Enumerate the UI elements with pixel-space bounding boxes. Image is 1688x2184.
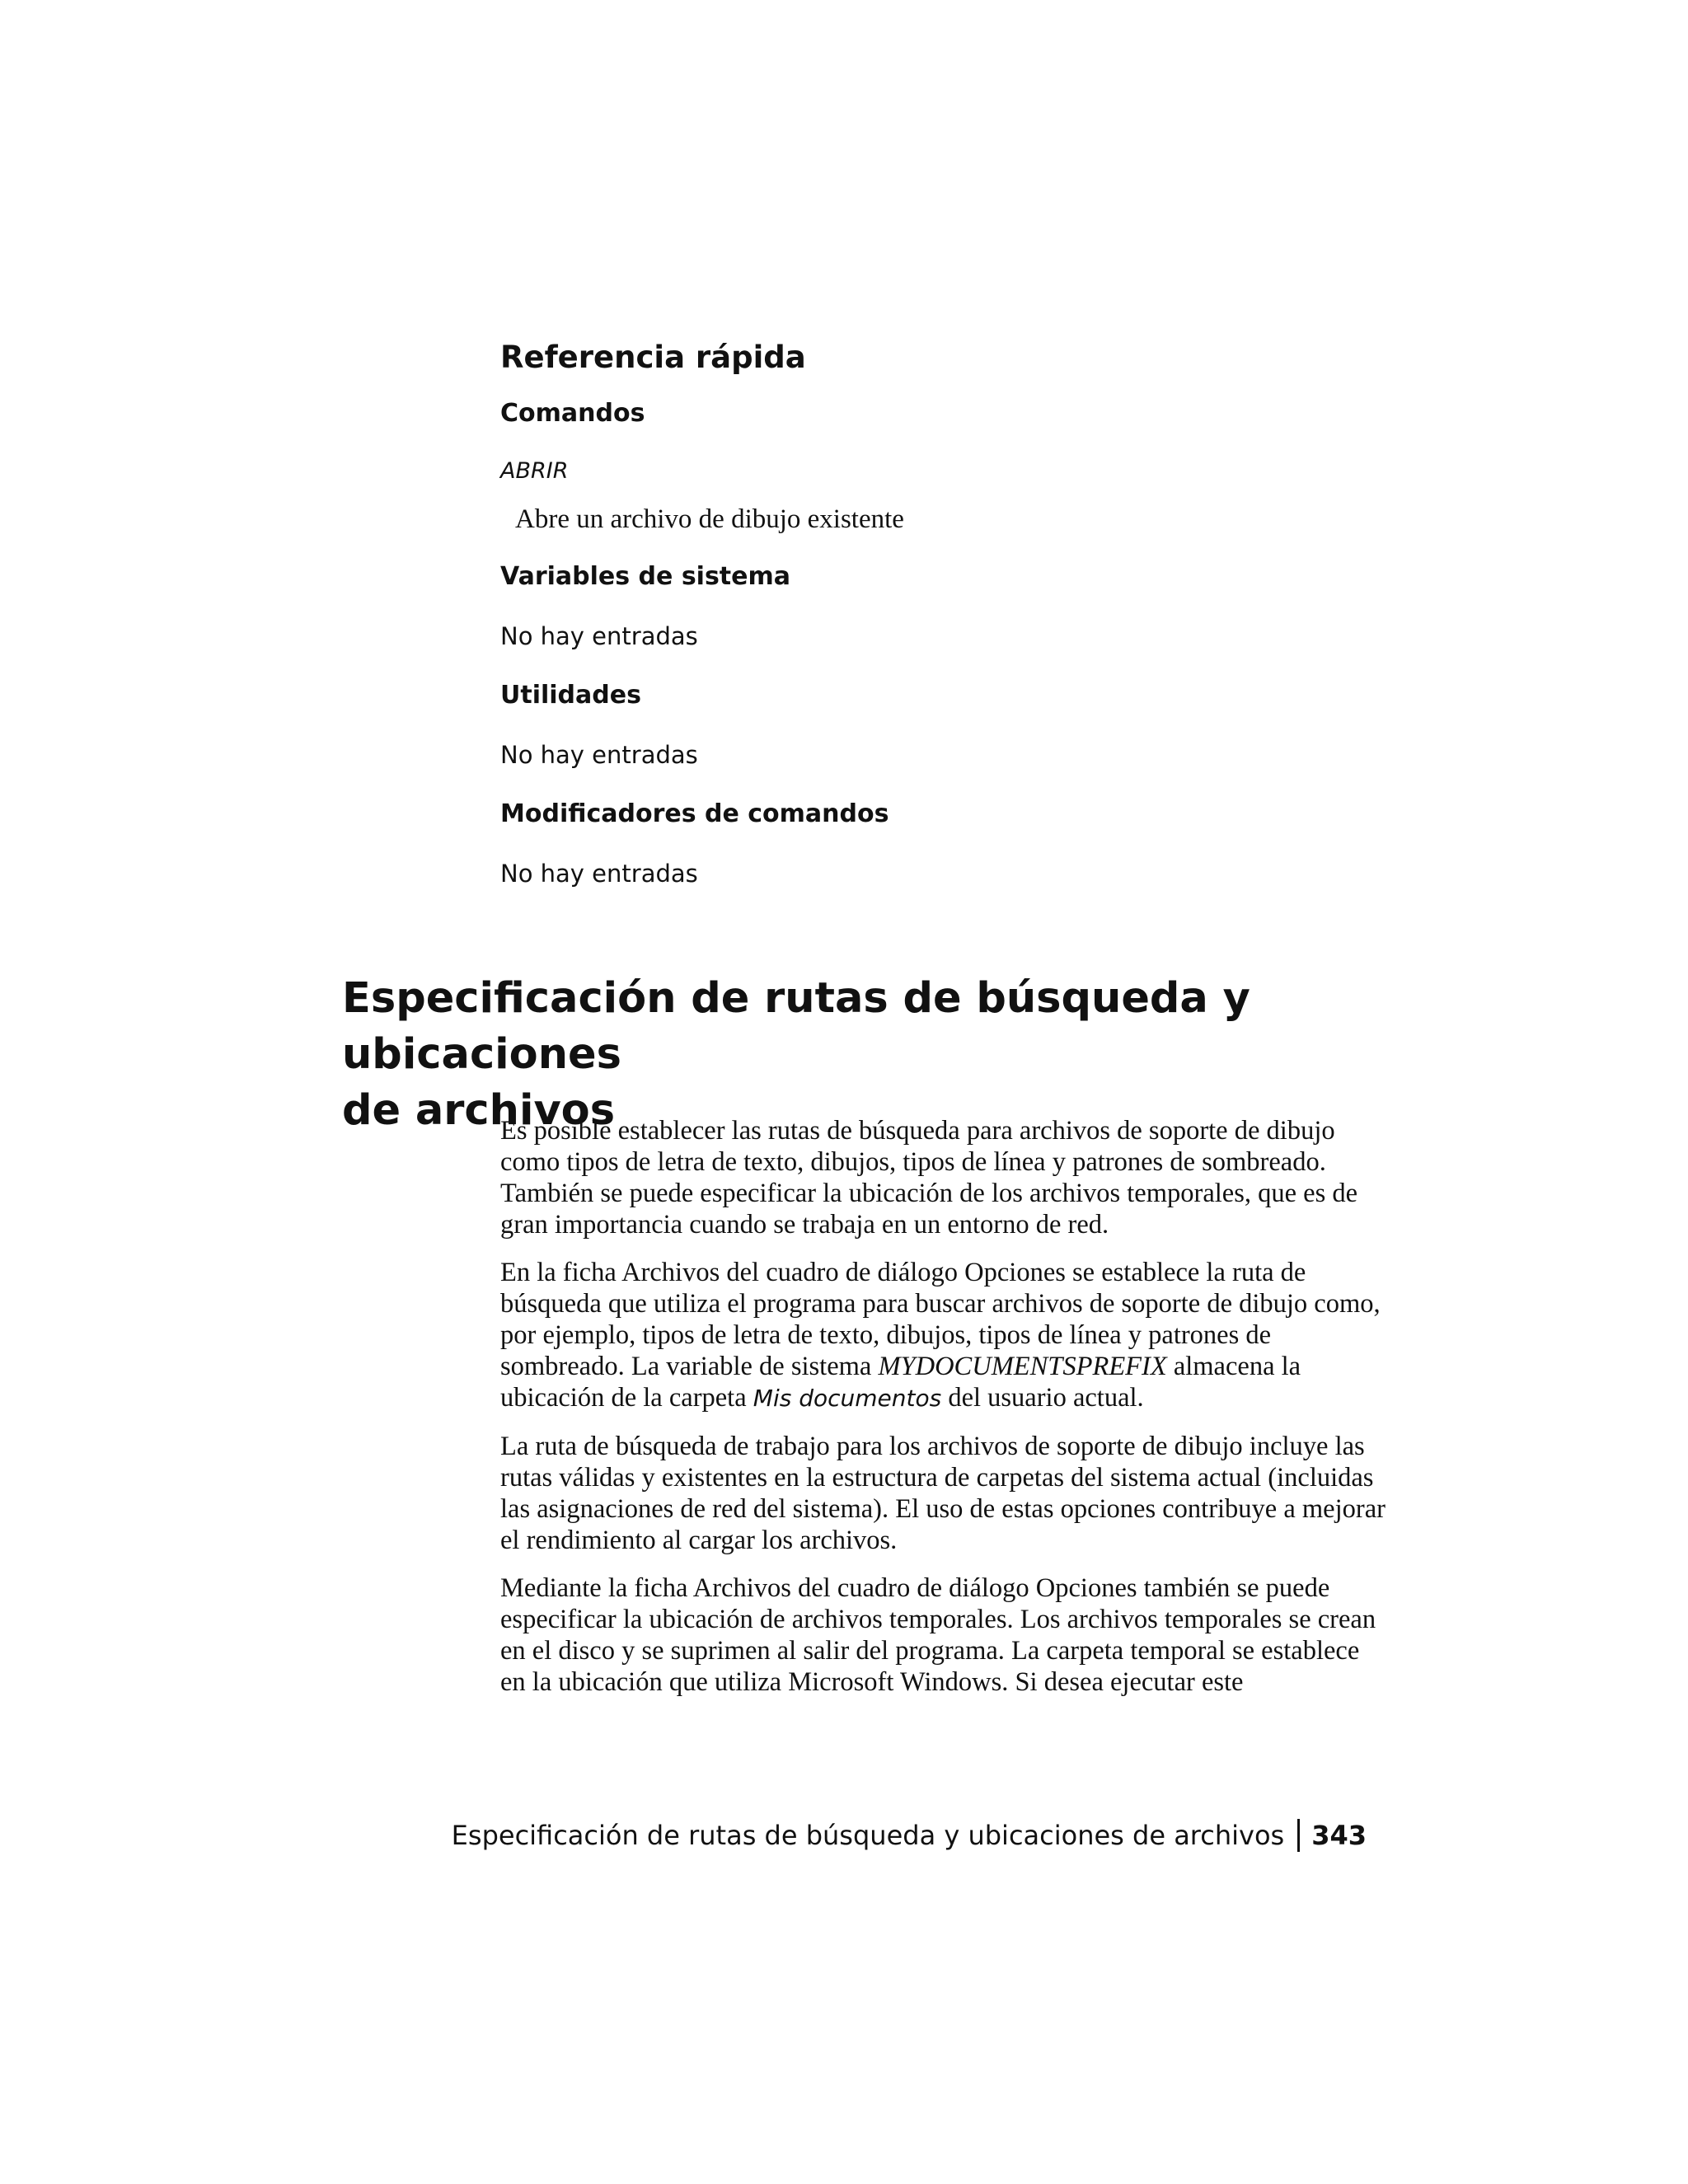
utilities-heading: Utilidades xyxy=(500,681,641,710)
utilities-value: No hay entradas xyxy=(500,741,698,769)
paragraph-2-text-a: En la ficha Archivos del cuadro de diálogo Opciones se establece la ruta de búsqueda que utiliza el programa para buscar archivos de soporte de dibujo como, por ejemplo, tipos de letra de texto, dibujos, tipos de línea y patrones de sombreado. La variable de sistema xyxy=(500,1258,1381,1381)
quick-reference xyxy=(500,338,1374,916)
paragraph-2 xyxy=(500,1257,1386,1414)
paragraph-1: Es posible establecer las rutas de búsqueda para archivos de soporte de dibujo como tipos de letra de texto, dibujos, tipos de línea y patrones de sombreado. También se puede especificar la ubicación de los archivos temporales, que es de gran importancia cuando se trabaja en un entorno de red. xyxy=(500,1116,1358,1240)
paragraph-2-text-c: del usuario actual. xyxy=(941,1383,1144,1413)
paragraph-2-text-b: almacena la ubicación de la carpeta xyxy=(500,1352,1301,1413)
paragraph-4: Mediante la ficha Archivos del cuadro de diálogo Opciones también se puede especificar la ubicación de archivos temporales. Los archivos temporales se crean en el disco y se suprimen al salir del programa. La carpeta temporal se establece en la ubicación que utiliza Microsoft Windows. Si desea ejecutar este xyxy=(500,1573,1376,1697)
system-variables-heading: Variables de sistema xyxy=(500,562,791,591)
system-variable-name: MYDOCUMENTSPREFIX xyxy=(878,1352,1167,1381)
footer-separator xyxy=(1297,1819,1300,1852)
quick-reference-title: Referencia rápida xyxy=(500,340,806,375)
section-title xyxy=(342,971,1414,1139)
command-description: Abre un archivo de dibujo existente xyxy=(515,504,904,534)
section-body xyxy=(500,1115,1386,1714)
page-footer xyxy=(452,1817,1367,1854)
modifiers-value: No hay entradas xyxy=(500,860,698,888)
commands-heading: Comandos xyxy=(500,399,645,428)
running-title: Especificación de rutas de búsqueda y ubicaciones de archivos xyxy=(451,1820,1285,1851)
paragraph-3: La ruta de búsqueda de trabajo para los archivos de soporte de dibujo incluye las rutas válidas y existentes en la estructura de carpetas del sistema actual (incluidas las asignaciones de red del sistema). El uso de estas opciones contribuye a mejorar el rendimiento al cargar los archivos. xyxy=(500,1432,1386,1555)
folder-name: Mis documentos xyxy=(753,1385,942,1412)
section-title-line2: de archivos xyxy=(342,1086,616,1135)
command-name: ABRIR xyxy=(500,458,569,484)
system-variables-value: No hay entradas xyxy=(500,622,698,650)
section-title-line1: Especificación de rutas de búsqueda y ubicaciones xyxy=(342,974,1250,1079)
modifiers-heading: Modificadores de comandos xyxy=(500,799,889,828)
page-number: 343 xyxy=(1311,1820,1367,1851)
